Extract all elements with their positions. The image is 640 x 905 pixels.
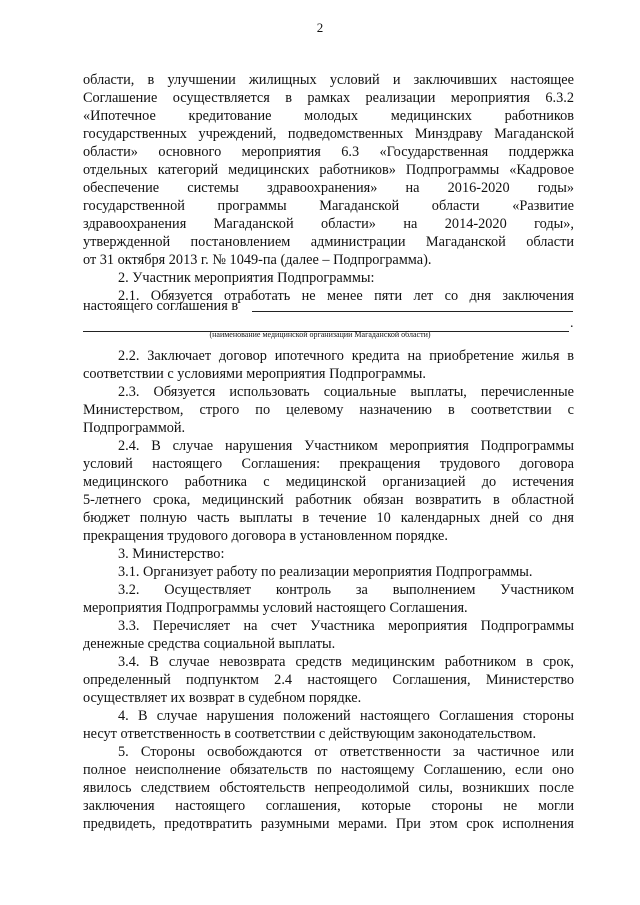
- text-line: обеспечение системы здравоохранения» на 2016-2020 годы»: [83, 180, 574, 196]
- text-line: утвержденной постановлением администрации Магаданской области: [83, 234, 574, 250]
- text-line: отдельных категорий медицинских работников» Подпрограммы «Кадровое: [83, 162, 574, 178]
- page-number: 2: [316, 20, 324, 35]
- text-line: 2.3. Обязуется использовать социальные выплаты, перечисленные: [118, 384, 574, 400]
- text-line: 4. В случае нарушения положений настоящего Соглашения стороны: [118, 708, 574, 724]
- text-line: условий настоящего Соглашения: прекращения трудового договора: [83, 456, 574, 472]
- fill-in-caption: (наименование медицинской организации Магаданской области): [209, 330, 431, 339]
- trailing-dot: .: [570, 316, 574, 331]
- text-line: от 31 октября 2013 г. № 1049-па (далее – Подпрограмма).: [83, 252, 432, 268]
- text-line: предвидеть, предотвратить разумными мерами. При этом срок исполнения: [83, 816, 574, 832]
- text-line: Министерством, строго по целевому назначению в соответствии с: [83, 402, 574, 418]
- text-line: Подпрограммой.: [83, 420, 186, 436]
- text-line: 2.4. В случае нарушения Участником мероприятия Подпрограммы: [118, 438, 574, 454]
- text-line: 3.1. Организует работу по реализации мероприятия Подпрограммы.: [118, 564, 533, 580]
- text-line: медицинского работника с медицинской организацией до истечения: [83, 474, 574, 490]
- text-line: области, в улучшении жилищных условий и заключивших настоящее: [83, 72, 574, 88]
- text-line: 3.3. Перечисляет на счет Участника мероприятия Подпрограммы: [118, 618, 574, 634]
- text-line: 5-летнего срока, медицинский работник обязан возвратить в областной: [83, 492, 574, 508]
- text-line: прекращения трудового договора в установленном порядке.: [83, 528, 448, 544]
- text-line: определенный подпунктом 2.4 настоящего Соглашения, Министерство: [83, 672, 574, 688]
- text-line: 5. Стороны освобождаются от ответственности за частичное или: [118, 744, 574, 760]
- text-line: «Ипотечное кредитование молодых медицинских работников: [83, 108, 574, 124]
- text-line: государственных учреждений, подведомственных Минздраву Магаданской: [83, 126, 574, 142]
- text-line: соответствии с условиями мероприятия Подпрограммы.: [83, 366, 426, 382]
- text-line: осуществляет их возврат в судебном порядке.: [83, 690, 362, 706]
- text-line: явилось следствием обстоятельств непреодолимой силы, возникших после: [83, 780, 574, 796]
- text-line: денежные средства социальной выплаты.: [83, 636, 336, 652]
- text-line: Соглашение осуществляется в рамках реализации мероприятия 6.3.2: [83, 90, 574, 106]
- section-heading: 2. Участник мероприятия Подпрограммы:: [118, 270, 375, 286]
- text-line: 3.2. Осуществляет контроль за выполнением Участником: [118, 582, 574, 598]
- text-line: бюджет полную часть выплаты в течение 10 календарных дней со дня: [83, 510, 574, 526]
- section-heading: 3. Министерство:: [118, 546, 225, 562]
- fill-in-line: [252, 311, 573, 312]
- text-line: мероприятия Подпрограммы условий настоящего Соглашения.: [83, 600, 468, 616]
- text-line: 3.4. В случае невозврата средств медицинским работником в срок,: [118, 654, 574, 670]
- text-line: области» основного мероприятия 6.3 «Государственная поддержка: [83, 144, 574, 160]
- text-line: несут ответственность в соответствии с действующим законодательством.: [83, 726, 537, 742]
- text-line: 2.1. Обязуется отработать не менее пяти лет со дня заключения: [118, 288, 574, 304]
- text-line: заключения настоящего соглашения, которые стороны не могли: [83, 798, 574, 814]
- text-line: здравоохранения Магаданской области» на 2014-2020 годы»,: [83, 216, 574, 232]
- text-line: настоящего соглашения в: [83, 298, 239, 314]
- text-line: 2.2. Заключает договор ипотечного кредита на приобретение жилья в: [118, 348, 574, 364]
- text-line: государственной программы Магаданской области «Развитие: [83, 198, 574, 214]
- text-line: полное неисполнение обязательств по настоящему Соглашению, если оно: [83, 762, 574, 778]
